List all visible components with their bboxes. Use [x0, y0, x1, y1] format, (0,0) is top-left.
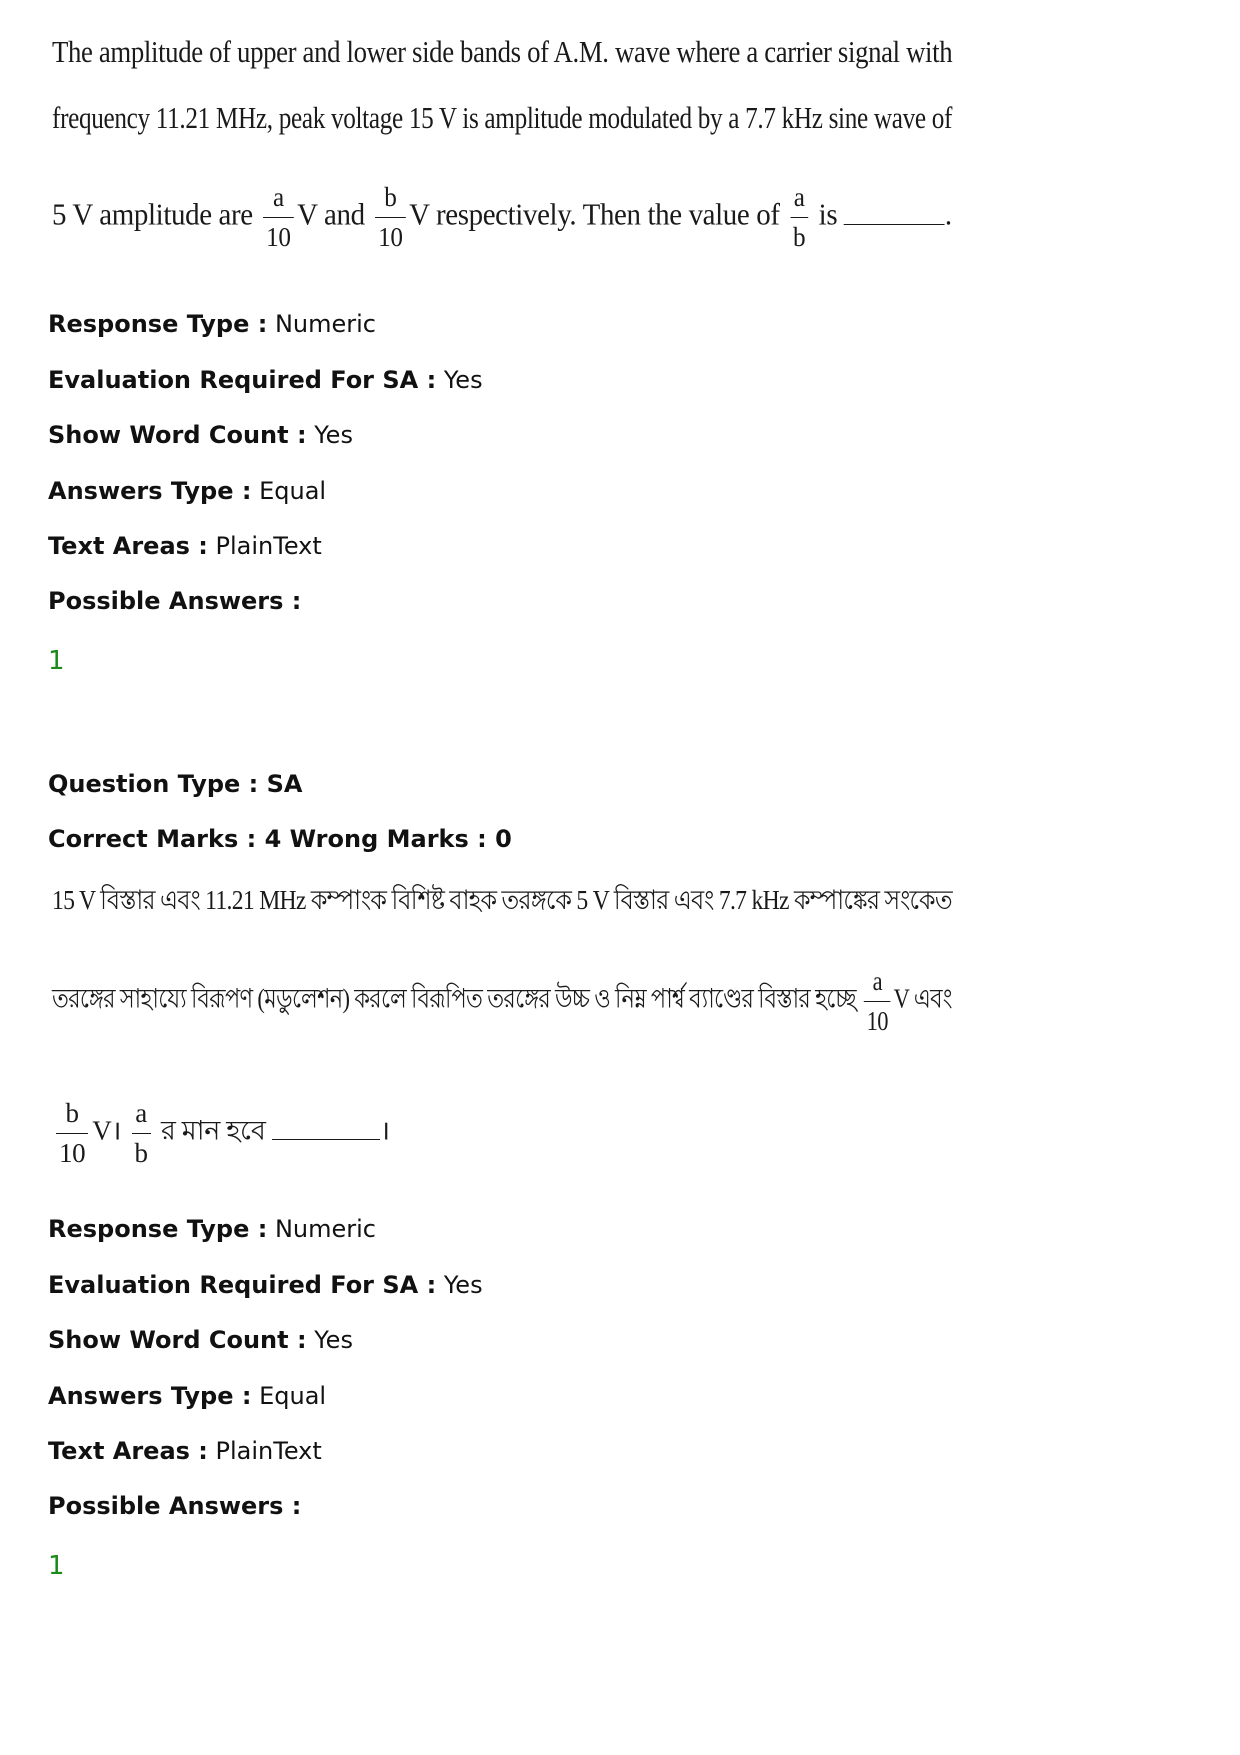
question-1-line-2-text: frequency 11.21 MHz, peak voltage 15 V is amplitude modulated by a 7.7 kHz sine wave of [52, 100, 953, 135]
evaluation-label: Evaluation Required For SA : [48, 1271, 437, 1299]
show-word-count-1 [48, 421, 353, 449]
fraction-denominator: 10 [266, 222, 291, 252]
question-1-line-3-start: 5 V amplitude are [52, 196, 253, 232]
word-count-value: Yes [314, 1326, 353, 1354]
response-type-value: Numeric [274, 310, 376, 338]
word-count-value: Yes [314, 421, 353, 449]
fraction-b-over-10 [56, 1100, 88, 1167]
fraction-bar [864, 1001, 890, 1002]
question-1-line-1-text: The amplitude of upper and lower side bands of A.M. wave where a carrier signal with [52, 34, 953, 69]
fraction-numerator: b [384, 182, 397, 212]
possible-answers-1 [48, 587, 301, 615]
show-word-count-2 [48, 1326, 353, 1354]
question-2-line-3-start: V। [92, 1115, 122, 1146]
answer-blank [272, 1135, 380, 1140]
possible-answer-value-1: 1 [48, 646, 65, 676]
answers-type-1 [48, 477, 326, 505]
fraction-numerator: a [272, 182, 284, 212]
question-2-line-1-text: 15 V বিস্তার এবং 11.21 MHz কম্পাংক বিশিষ্ট বাহক তরঙ্গকে 5 V বিস্তার এবং 7.7 kHz কম্পাঙ্কের সংকেত [52, 885, 952, 915]
text-areas-value: PlainText [215, 532, 322, 560]
answers-type-label: Answers Type : [48, 477, 252, 505]
fraction-bar [263, 217, 293, 218]
answers-type-label: Answers Type : [48, 1382, 252, 1410]
possible-answers-label: Possible Answers : [48, 1492, 302, 1520]
evaluation-value: Yes [443, 1271, 483, 1299]
fraction-numerator: a [135, 1098, 147, 1128]
fraction-bar [375, 217, 405, 218]
question-1-period: . [944, 196, 952, 232]
question-2-line-2-start: তরঙ্গের সাহায্যে বিরূপণ (মডুলেশন) করলে বিরূপিত তরঙ্গের উচ্চ ও নিম্ন পার্শ্ব ব্যাণ্ডের বিস্তার হচ্ছে [52, 983, 856, 1014]
response-type-2 [48, 1215, 376, 1243]
fraction-bar [56, 1133, 88, 1134]
question-2-danda: । [379, 1115, 390, 1146]
fraction-denominator: 10 [866, 1006, 888, 1036]
possible-answers-label: Possible Answers : [48, 587, 302, 615]
answers-type-2 [48, 1382, 326, 1410]
text-areas-1 [48, 532, 322, 560]
fraction-b-over-10 [375, 184, 405, 251]
response-type-1 [48, 310, 376, 338]
fraction-denominator: 10 [59, 1138, 86, 1168]
text-areas-label: Text Areas : [48, 532, 208, 560]
fraction-denominator: b [134, 1138, 148, 1168]
fraction-numerator: b [65, 1098, 79, 1128]
fraction-bar [790, 217, 808, 218]
question-1-line-3-end: is [818, 196, 838, 232]
question-1-unit-1: V and [297, 196, 365, 232]
fraction-numerator: a [793, 182, 805, 212]
fraction-denominator: 10 [378, 222, 403, 252]
question-2-line-1 [52, 880, 952, 925]
answer-blank [844, 220, 945, 225]
question-2-line-3 [52, 1100, 390, 1167]
answers-type-value: Equal [259, 1382, 327, 1410]
text-areas-value: PlainText [215, 1437, 322, 1465]
text-areas-2 [48, 1437, 322, 1465]
question-1-line-3 [52, 184, 952, 251]
evaluation-label: Evaluation Required For SA : [48, 366, 437, 394]
evaluation-required-1 [48, 366, 483, 394]
word-count-label: Show Word Count : [48, 1326, 307, 1354]
fraction-a-over-10 [864, 968, 890, 1035]
marks-text: Correct Marks : 4 Wrong Marks : 0 [48, 825, 512, 853]
response-type-value: Numeric [274, 1215, 376, 1243]
question-2-line-2-end: V এবং [893, 983, 952, 1014]
question-2-line-3-mid: র মান হবে [160, 1115, 266, 1146]
fraction-numerator: a [872, 966, 882, 996]
word-count-label: Show Word Count : [48, 421, 307, 449]
question-1-line-1 [52, 34, 952, 70]
fraction-bar [132, 1133, 151, 1134]
response-type-label: Response Type : [48, 1215, 268, 1243]
fraction-denominator: b [793, 222, 806, 252]
fraction-a-over-b [132, 1100, 151, 1167]
question-1-line-3-mid: V respectively. Then the value of [409, 196, 780, 232]
text-areas-label: Text Areas : [48, 1437, 208, 1465]
possible-answer-value-2: 1 [48, 1551, 65, 1581]
fraction-a-over-10 [263, 184, 293, 251]
possible-answers-2 [48, 1492, 301, 1520]
question-type-text: Question Type : SA [48, 770, 303, 798]
question-2-line-2 [52, 968, 952, 1035]
evaluation-required-2 [48, 1271, 483, 1299]
question-type [48, 770, 302, 798]
evaluation-value: Yes [443, 366, 483, 394]
question-1-line-2 [52, 100, 952, 136]
answers-type-value: Equal [259, 477, 327, 505]
fraction-a-over-b [790, 184, 808, 251]
response-type-label: Response Type : [48, 310, 268, 338]
marks-info [48, 825, 512, 853]
